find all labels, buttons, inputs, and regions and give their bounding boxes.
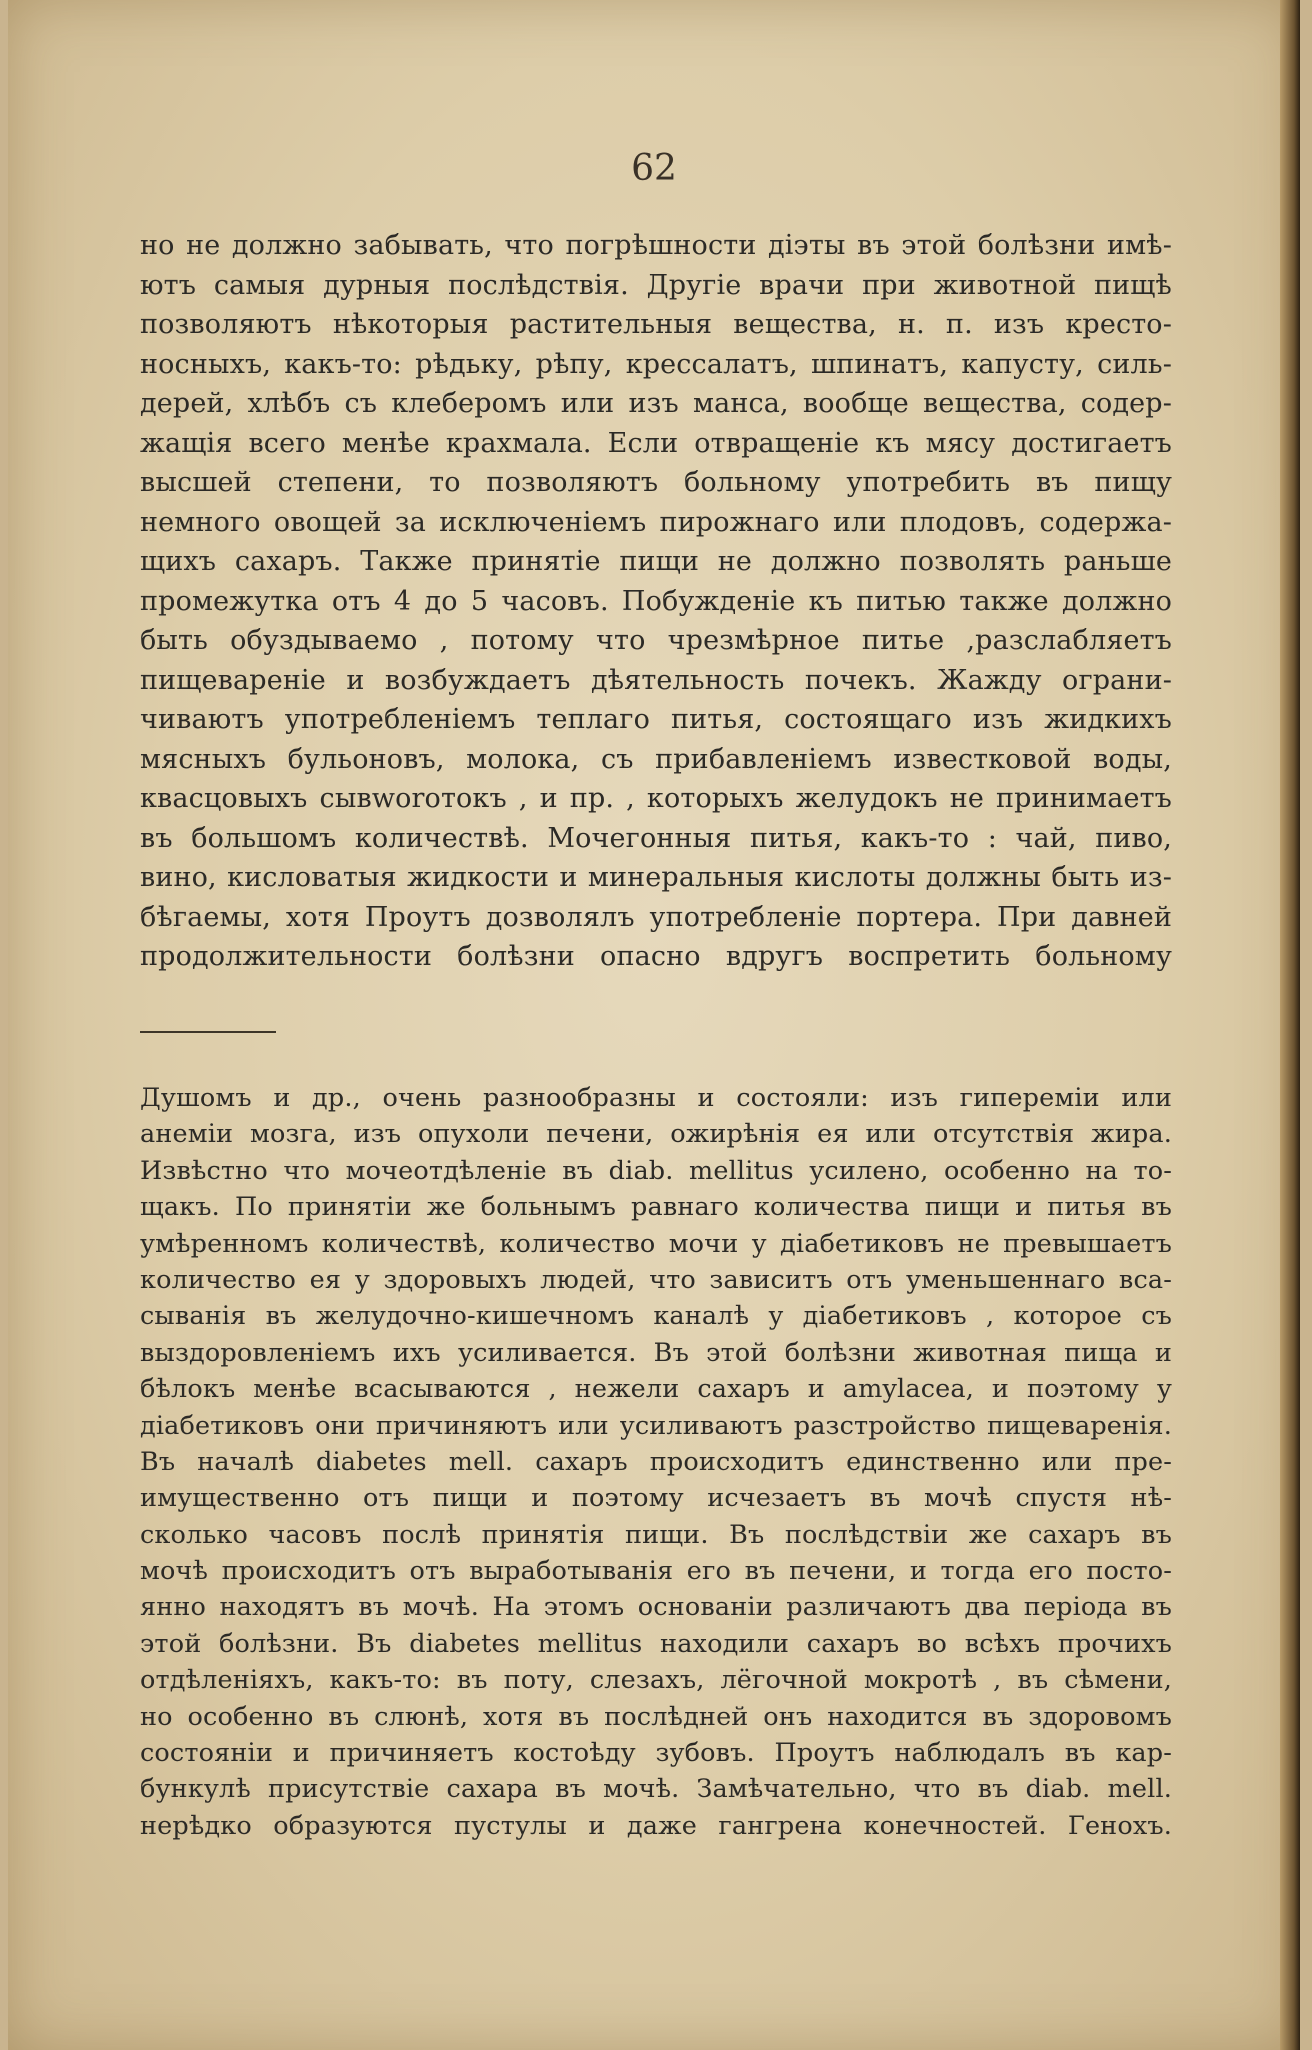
- text-line: дерей, хлѣбъ съ клеберомъ или изъ манса, вообще вещества, содер-: [140, 388, 1172, 419]
- footnote-text: [140, 1080, 1172, 1844]
- footnote-line: щакъ. По принятіи же больнымъ равнаго количества пищи и питья въ: [140, 1192, 1172, 1223]
- footnote-line: этой болѣзни. Въ diabetes mellitus находили сахаръ во всѣхъ прочихъ: [140, 1628, 1172, 1659]
- text-line: но не должно забывать, что погрѣшности діэты въ этой болѣзни имѣ-: [140, 230, 1172, 261]
- text-line: чиваютъ употребленіемъ теплаго питья, состоящаго изъ жидкихъ: [140, 704, 1172, 735]
- footnote-separator: [140, 1031, 276, 1033]
- text-line: пищевареніе и возбуждаетъ дѣятельность почекъ. Жажду ограни-: [140, 664, 1172, 696]
- footnote-line: отдѣленіяхъ, какъ-то: въ поту, слезахъ, лёгочной мокротѣ , въ сѣмени,: [140, 1665, 1172, 1696]
- footnote-line: бѣлокъ менѣе всасываются , нежели сахаръ и amylacea, и поэтому у: [140, 1374, 1172, 1405]
- text-line: въ большомъ количествѣ. Мочегонныя питья, какъ-то : чай, пиво,: [140, 822, 1172, 854]
- footnote-line: сколько часовъ послѣ принятія пищи. Въ послѣдствіи же сахаръ въ: [140, 1519, 1172, 1550]
- page-number: 62: [631, 148, 677, 189]
- text-line: щихъ сахаръ. Также принятіе пищи не должно позволять раньше: [140, 546, 1172, 577]
- text-line: носныхъ, какъ-то: рѣдьку, рѣпу, крессалатъ, шпинатъ, капусту, силь-: [140, 348, 1172, 380]
- footnote-line: имущественно отъ пищи и поэтому исчезаетъ въ мочѣ спустя нѣ-: [140, 1483, 1172, 1514]
- text-line: квасцовыхъ сывworотокъ , и пр. , которыхъ желудокъ не принимаетъ: [140, 783, 1172, 814]
- page-edge: [1280, 0, 1300, 2050]
- footnote-line: сыванія въ желудочно-кишечномъ каналѣ у діабетиковъ , которое съ: [140, 1301, 1172, 1332]
- footnote-line: мочѣ происходитъ отъ выработыванія его въ печени, и тогда его посто-: [140, 1556, 1172, 1587]
- text-line: бѣгаемы, хотя Проутъ дозволялъ употребленіе портера. При давней: [140, 901, 1172, 933]
- book-page: [8, 0, 1300, 2050]
- text-line: немного овощей за исключеніемъ пирожнаго или плодовъ, содержа-: [140, 506, 1172, 538]
- footnote-line: Въ началѣ diabetes mell. сахаръ происходитъ единственно или пре-: [140, 1446, 1172, 1477]
- text-line: быть обуздываемо , потому что чрезмѣрное питье ,разслабляетъ: [140, 625, 1172, 656]
- footnote-line: состояніи и причиняетъ костоѣду зубовъ. Проутъ наблюдалъ въ кар-: [140, 1738, 1172, 1769]
- text-line: ютъ самыя дурныя послѣдствія. Другіе врачи при животной пищѣ: [140, 269, 1172, 301]
- text-line: промежутка отъ 4 до 5 часовъ. Побужденіе къ питью также должно: [140, 585, 1172, 617]
- footnote-line: выздоровленіемъ ихъ усиливается. Въ этой болѣзни животная пища и: [140, 1337, 1172, 1368]
- footnote-line: умѣренномъ количествѣ, количество мочи у діабетиковъ не превышаетъ: [140, 1228, 1172, 1259]
- text-line: жащія всего менѣе крахмала. Если отвращеніе къ мясу достигаетъ: [140, 427, 1172, 459]
- text-line: вино, кисловатыя жидкости и минеральныя кислоты должны быть из-: [140, 862, 1172, 893]
- main-text: [140, 226, 1172, 977]
- footnote-line: Извѣстно что мочеотдѣленіе въ diab. mellitus усилено, особенно на то-: [140, 1155, 1172, 1186]
- footnote-line: Душомъ и др., очень разнообразны и состояли: изъ гипереміи или: [140, 1083, 1172, 1113]
- footnote-line: діабетиковъ они причиняютъ или усиливаютъ разстройство пищеваренія.: [140, 1410, 1172, 1441]
- text-line: высшей степени, то позволяютъ больному употребить въ пищу: [140, 467, 1172, 498]
- text-line: позволяютъ нѣкоторыя растительныя вещества, н. п. изъ кресто-: [140, 309, 1172, 340]
- text-line: продолжительности болѣзни опасно вдругъ воспретить больному: [140, 941, 1172, 972]
- footnote-line: нерѣдко образуются пустулы и даже гангрена конечностей. Генохъ.: [140, 1810, 1172, 1841]
- footnote-line: но особенно въ слюнѣ, хотя въ послѣдней онъ находится въ здоровомъ: [140, 1701, 1172, 1732]
- footnote-line: бункулѣ присутствіе сахара въ мочѣ. Замѣчательно, что въ diab. mell.: [140, 1774, 1172, 1805]
- footnote-line: количество ея у здоровыхъ людей, что зависитъ отъ уменьшеннаго вса-: [140, 1264, 1172, 1295]
- footnote-line: анеміи мозга, изъ опухоли печени, ожирѣнія ея или отсутствія жира.: [140, 1119, 1172, 1150]
- text-line: мясныхъ бульоновъ, молока, съ прибавленіемъ известковой воды,: [140, 743, 1172, 775]
- footnote-line: янно находятъ въ мочѣ. На этомъ основаніи различаютъ два періода въ: [140, 1592, 1172, 1623]
